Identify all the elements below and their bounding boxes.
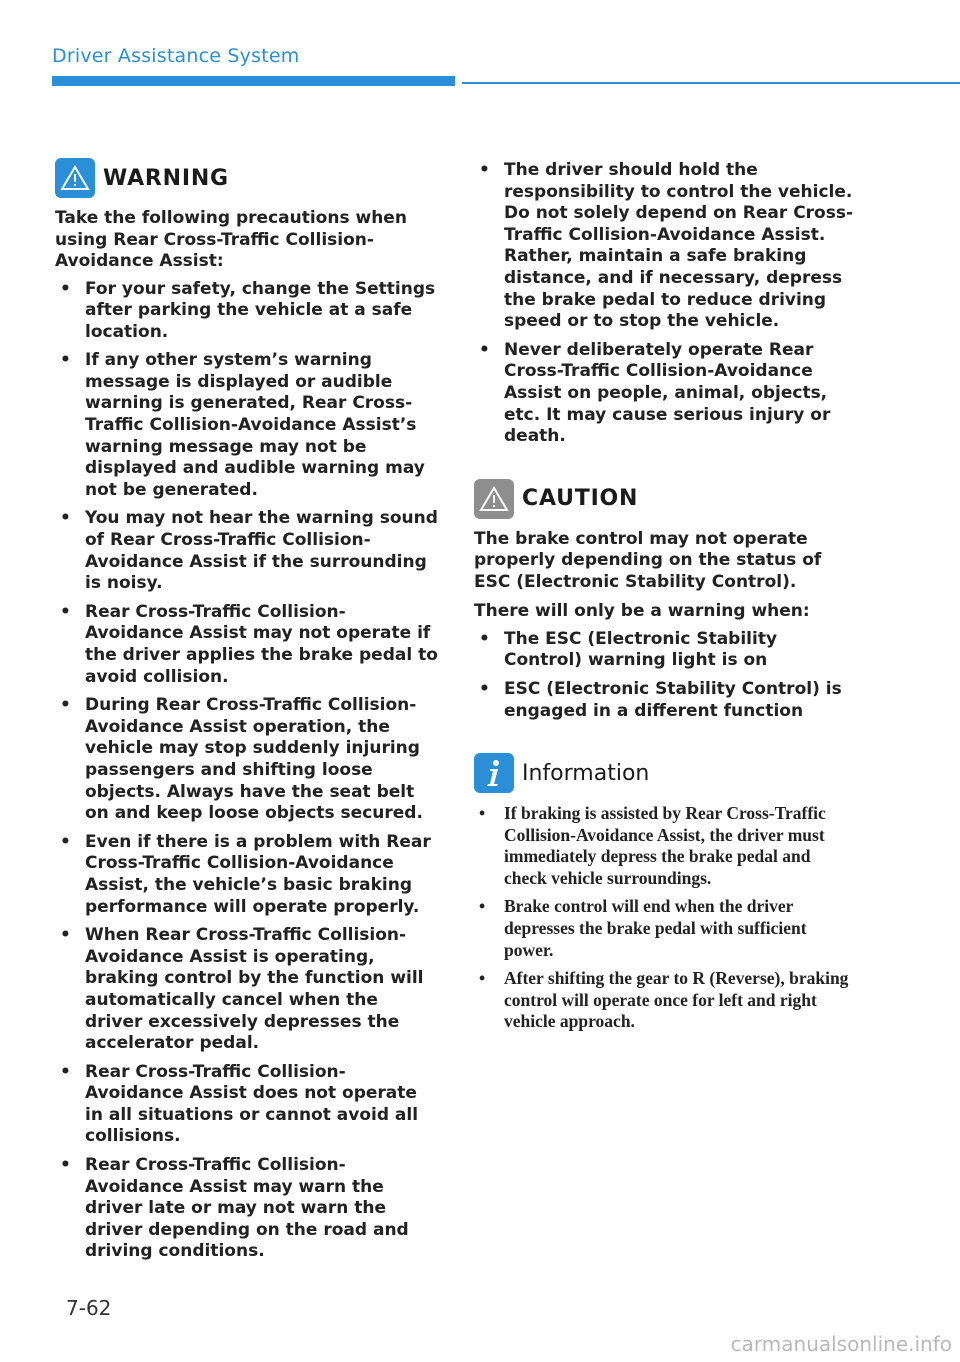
- list-item: • Rear Cross-Traffic Collision-Avoidance Assist may not operate if the driver applies the brake pedal to avoid collision.: [55, 602, 440, 688]
- header-rule-thin: [462, 82, 960, 84]
- list-item: • The driver should hold the responsibility to control the vehicle. Do not solely depend on Rear Cross-Traffic Collision-Avoidance Assist. Rather, maintain a safe braking distance, and if necessary, depress the brake pedal to reduce driving speed or to stop the vehicle.: [474, 160, 854, 333]
- list-item: • The ESC (Electronic Stability Control) warning light is on: [474, 629, 854, 672]
- list-item: • When Rear Cross-Traffic Collision-Avoidance Assist is operating, braking control by the function will automatically cancel when the driver excessively depresses the accelerator pedal.: [55, 925, 440, 1055]
- warning-intro: Take the following precautions when using Rear Cross-Traffic Collision-Avoidance Assist:: [55, 208, 407, 271]
- warning-title: WARNING: [103, 165, 229, 191]
- caution-title: CAUTION: [522, 486, 639, 512]
- list-item: • Even if there is a problem with Rear Cross-Traffic Collision-Avoidance Assist, the vehicle’s basic braking performance will operate properly.: [55, 832, 440, 918]
- left-column: [55, 158, 440, 1270]
- info-icon: [474, 753, 514, 793]
- list-item: • If braking is assisted by Rear Cross-Traffic Collision-Avoidance Assist, the driver must immediately depress the brake pedal and check vehicle surroundings.: [474, 803, 854, 889]
- caution-heading: [474, 479, 854, 519]
- information-heading: [474, 753, 854, 793]
- list-item: • Rear Cross-Traffic Collision-Avoidance Assist may warn the driver late or may not warn the driver depending on the road and driving conditions.: [55, 1155, 440, 1263]
- caution-list: [474, 629, 854, 722]
- page-number: 7-62: [66, 1296, 112, 1320]
- list-item: • During Rear Cross-Traffic Collision-Avoidance Assist operation, the vehicle may stop suddenly injuring passengers and shifting loose objects. Always have the seat belt on and keep loose objects secured.: [55, 695, 440, 825]
- list-item: • Rear Cross-Traffic Collision-Avoidance Assist does not operate in all situations or cannot avoid all collisions.: [55, 1062, 440, 1148]
- watermark: carmanualsonline.info: [730, 1332, 952, 1356]
- list-item: • After shifting the gear to R (Reverse), braking control will operate once for left and right vehicle approach.: [474, 968, 854, 1033]
- list-item: • Never deliberately operate Rear Cross-Traffic Collision-Avoidance Assist on people, animal, objects, etc. It may cause serious injury or death.: [474, 340, 854, 448]
- header-rule-thick: [52, 76, 455, 86]
- information-list: [474, 803, 854, 1033]
- right-column: [474, 160, 854, 1040]
- warning-heading: [55, 158, 440, 198]
- section-title: Driver Assistance System: [52, 45, 300, 67]
- warning-list-continued: [474, 160, 854, 448]
- caution-intro-2: There will only be a warning when:: [474, 601, 810, 622]
- information-title: Information: [522, 760, 650, 786]
- warning-triangle-icon: [55, 158, 95, 198]
- caution-triangle-icon: [474, 479, 514, 519]
- list-item: • ESC (Electronic Stability Control) is engaged in a different function: [474, 679, 854, 722]
- list-item: • If any other system’s warning message is displayed or audible warning is generated, Rear Cross-Traffic Collision-Avoidance Assist’s warning message may not be displayed and audible warning may not be generated.: [55, 350, 440, 501]
- list-item: • For your safety, change the Settings after parking the vehicle at a safe location.: [55, 279, 440, 344]
- list-item: • Brake control will end when the driver depresses the brake pedal with sufficient power.: [474, 896, 854, 961]
- list-item: • You may not hear the warning sound of Rear Cross-Traffic Collision-Avoidance Assist if the surrounding is noisy.: [55, 508, 440, 594]
- warning-list: [55, 279, 440, 1264]
- caution-intro: The brake control may not operate properly depending on the status of ESC (Electronic Stability Control).: [474, 528, 822, 592]
